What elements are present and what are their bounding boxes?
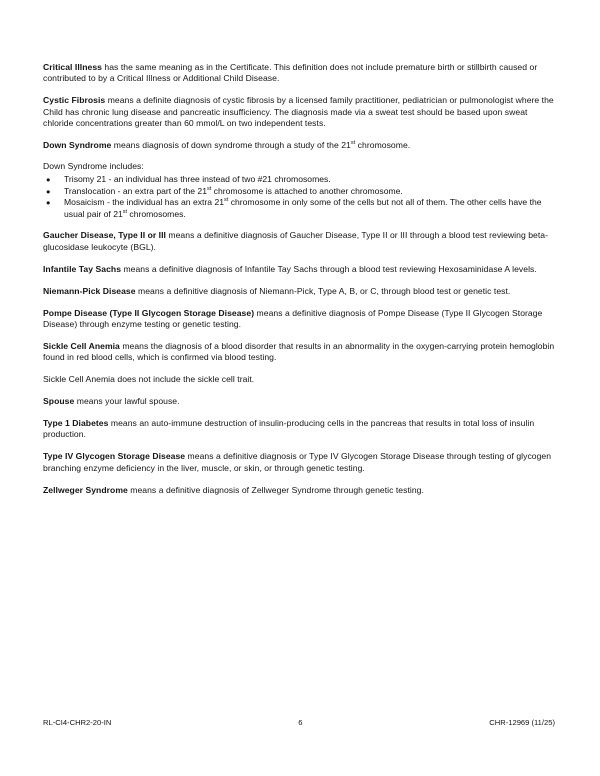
definition-body: means the diagnosis of a blood disorder that results in an abnormality in the oxygen-carrying protein hemoglobin found in red blood cells, which is confirmed via blood testing. (43, 340, 555, 363)
definition-body: has the same meaning as in the Certificate. This definition does not include premature birth or stillbirth caused or contributed to by a Critical Illness or Additional Child Disease. (43, 62, 538, 84)
footer-page-number: 6 (298, 718, 303, 727)
definition-type-iv-glycogen-storage-disease (43, 451, 555, 474)
ordinal-suffix-2: st (122, 208, 128, 215)
definition-body: means a definitive diagnosis of Infantile Tay Sachs through a blood test reviewing Hexosaminidase A levels. (121, 263, 537, 274)
definition-term: Niemann-Pick Disease (43, 285, 136, 296)
list-item-text-cont: chromosome is attached to another chromosome. (211, 185, 403, 196)
list-item-text-end: chromosomes. (127, 208, 186, 219)
definition-type-1-diabetes (43, 418, 555, 441)
definition-body: means a definitive diagnosis of Gaucher Disease, Type II or III through a blood test reviewing beta-glucosidase leukocyte (BGL). (43, 230, 549, 252)
definition-body: means an auto-immune destruction of insulin-producing cells in the pancreas that results in total loss of insulin production. (43, 418, 535, 440)
list-item (43, 174, 555, 185)
definition-pompe-disease (43, 308, 555, 331)
definition-spouse (43, 396, 555, 407)
definition-niemann-pick-disease (43, 286, 555, 297)
definition-body: means a definitive diagnosis of Zellweger Syndrome through genetic testing. (127, 484, 424, 495)
definition-body: means your lawful spouse. (74, 396, 180, 407)
sickle-cell-exclusion-note: Sickle Cell Anemia does not include the sickle cell trait. (43, 374, 255, 385)
definition-body: means a definitive diagnosis or Type IV Glycogen Storage Disease through testing of glycogen branching enzyme deficiency in the liver, muscle, or skin, or through genetic testing. (43, 451, 552, 473)
definition-term: Infantile Tay Sachs (43, 263, 122, 274)
definition-term: Critical Illness (43, 62, 102, 72)
definition-term: Spouse (43, 396, 75, 407)
down-syndrome-list-lead-in: Down Syndrome includes: (43, 161, 144, 172)
page-footer (43, 718, 555, 728)
footer-row (43, 718, 555, 728)
definition-infantile-tay-sachs (43, 264, 555, 275)
list-item-text: Trisomy 21 - an individual has three instead of two #21 chromosomes. (64, 174, 331, 185)
definition-term: Cystic Fibrosis (43, 95, 106, 106)
down-syndrome-bullet-list (43, 174, 555, 220)
definition-term: Gaucher Disease, Type II or III (43, 230, 166, 241)
definition-critical-illness (43, 62, 555, 85)
footer-form-code: RL-CI4-CHR2-20-IN (43, 718, 112, 727)
definition-gaucher-disease (43, 230, 555, 253)
definition-body-post: chromosome. (355, 140, 411, 151)
list-item (43, 186, 555, 197)
footer-doc-code: CHR-12969 (11/25) (489, 718, 555, 727)
list-item-text: Mosaicism - the individual has an extra 21 (64, 197, 225, 208)
definition-body: means a definite diagnosis of cystic fibrosis by a licensed family practitioner, pediatrician or pulmonologist where the Child has chronic lung disease and pancreatic insufficiency. The diagnosis made via a sweat test should be based upon sweat chloride concentrations greater than 60 mmol/L on two independent tests. (43, 95, 554, 129)
definition-body: means a definitive diagnosis of Pompe Disease (Type II Glycogen Storage Disease) through enzyme testing or genetic testing. (43, 307, 543, 329)
definition-term: Pompe Disease (Type II Glycogen Storage Disease) (43, 307, 255, 318)
bullet-icon: ● (46, 175, 51, 185)
bullet-icon: ● (46, 198, 51, 208)
ordinal-suffix: st (207, 185, 212, 192)
list-item-text: Translocation - an extra part of the 21 (64, 185, 207, 196)
definition-cystic-fibrosis (43, 95, 555, 129)
definition-zellweger-syndrome (43, 485, 555, 496)
list-item-text-cont: chromosome in only some of the cells but not all of them. The other cells have the usual pair of 21 (64, 197, 542, 219)
definition-body: means a definitive diagnosis of Niemann-Pick, Type A, B, or C, through blood test or genetic test. (135, 285, 511, 296)
list-item (43, 197, 555, 220)
definition-body-pre: means diagnosis of down syndrome through a study of the 21 (111, 140, 351, 151)
definition-term: Sickle Cell Anemia (43, 340, 120, 351)
definition-term: Down Syndrome (43, 140, 112, 151)
document-body (43, 62, 555, 496)
definition-sickle-cell-anemia (43, 341, 555, 364)
definition-term: Zellweger Syndrome (43, 484, 128, 495)
definition-down-syndrome (43, 140, 555, 151)
ordinal-suffix: st (224, 197, 229, 204)
bullet-icon: ● (46, 186, 51, 196)
definition-term: Type 1 Diabetes (43, 418, 109, 429)
definition-term: Type IV Glycogen Storage Disease (43, 451, 186, 462)
ordinal-suffix: st (350, 140, 356, 147)
